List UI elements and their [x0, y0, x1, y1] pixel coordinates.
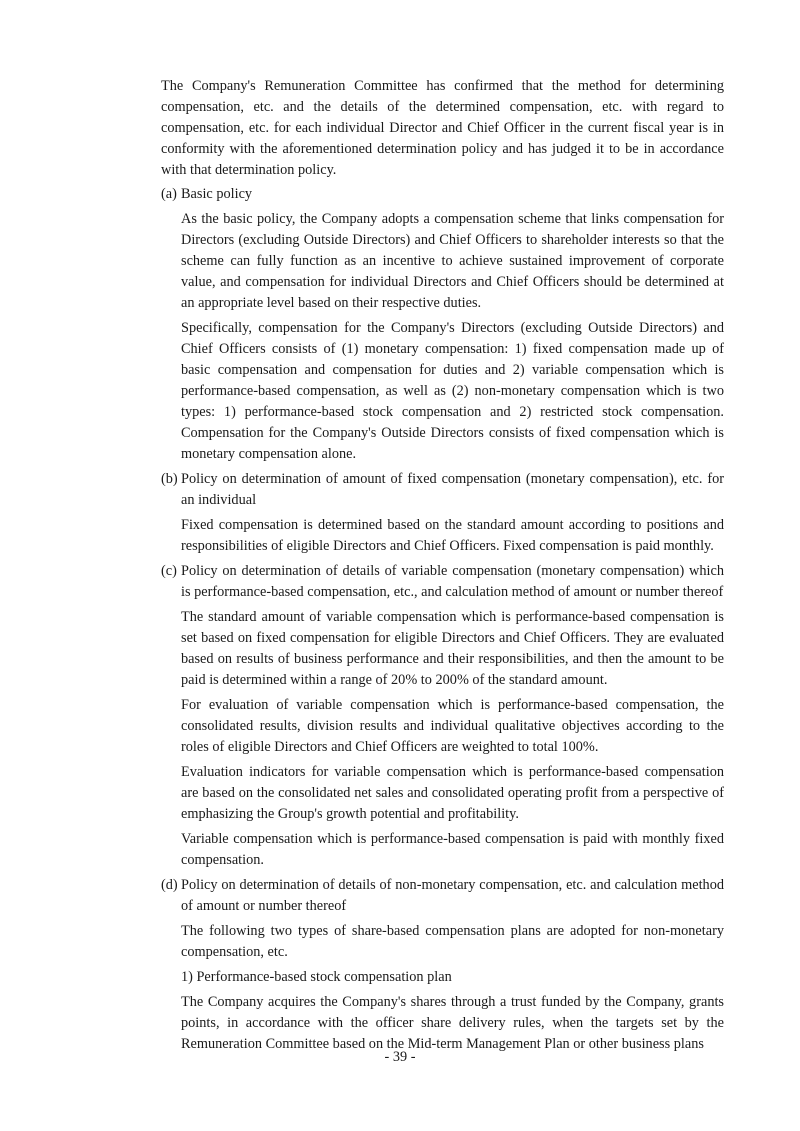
- section-d-heading: [161, 875, 724, 917]
- section-d: [161, 875, 724, 1055]
- section-a-heading: [161, 184, 724, 205]
- section-d-marker: (d): [161, 877, 178, 893]
- section-c-body: [181, 607, 724, 871]
- section-d-body: [181, 921, 724, 1055]
- section-b-paragraph: Fixed compensation is determined based on the standard amount according to positions and responsibilities of eligible Directors and Chief Officers. Fixed compensation is paid monthly.: [181, 517, 724, 554]
- section-b-marker: (b): [161, 471, 178, 487]
- section-b-title: Policy on determination of amount of fixed compensation (monetary compensation), etc. for an individual: [181, 471, 724, 508]
- section-a-marker: (a): [161, 186, 177, 202]
- document-page: [161, 76, 724, 1059]
- intro-paragraph: The Company's Remuneration Committee has confirmed that the method for determining compensation, etc. and the details of the determined compensation, etc. with regard to compensation, etc. for each individual Director and Chief Officer in the current fiscal year is in conformity with the aforementioned determination policy and has judged it to be in accordance with that determination policy.: [161, 78, 724, 178]
- section-b-body: [181, 515, 724, 557]
- section-d-paragraph: The following two types of share-based compensation plans are adopted for non-monetary compensation, etc.: [181, 923, 724, 960]
- section-a-paragraph: Specifically, compensation for the Company's Directors (excluding Outside Directors) and Chief Officers consists of (1) monetary compensation: 1) fixed compensation made up of basic compensation and compensation for duties and 2) variable compensation which is performance-based compensation, as well as (2) non-monetary compensation which is two types: 1) performance-based stock compensation and 2) restricted stock compensation. Compensation for the Company's Outside Directors consists of fixed compensation which is monetary compensation alone.: [181, 320, 724, 462]
- section-a-title: Basic policy: [181, 186, 253, 202]
- section-c-paragraph: For evaluation of variable compensation which is performance-based compensation, the consolidated results, division results and individual qualitative objectives according to the roles of eligible Directors and Chief Officers are weighted to total 100%.: [181, 697, 724, 755]
- section-d-paragraph: The Company acquires the Company's shares through a trust funded by the Company, grants points, in accordance with the officer share delivery rules, when the targets set by the Remuneration Committee based on the Mid-term Management Plan or other business plans: [181, 994, 724, 1052]
- section-c: [161, 561, 724, 871]
- section-d-subheading: 1) Performance-based stock compensation plan: [181, 969, 452, 985]
- section-b: [161, 469, 724, 557]
- section-c-paragraph: Variable compensation which is performance-based compensation is paid with monthly fixed compensation.: [181, 831, 724, 868]
- section-c-marker: (c): [161, 563, 177, 579]
- section-a: [161, 184, 724, 465]
- page-number: - 39 -: [384, 1049, 416, 1065]
- section-b-heading: [161, 469, 724, 511]
- section-a-body: [181, 209, 724, 465]
- section-c-title: Policy on determination of details of variable compensation (monetary compensation) which is performance-based compensation, etc., and calculation method of amount or number thereof: [181, 563, 724, 600]
- section-c-paragraph: The standard amount of variable compensation which is performance-based compensation is set based on fixed compensation for eligible Directors and Chief Officers. They are evaluated based on results of business performance and their responsibilities, and then the amount to be paid is determined within a range of 20% to 200% of the standard amount.: [181, 609, 724, 688]
- section-d-title: Policy on determination of details of non-monetary compensation, etc. and calculation method of amount or number thereof: [181, 877, 724, 914]
- section-c-heading: [161, 561, 724, 603]
- section-c-paragraph: Evaluation indicators for variable compensation which is performance-based compensation are based on the consolidated net sales and consolidated operating profit from a perspective of emphasizing the Group's growth potential and profitability.: [181, 764, 724, 822]
- section-a-paragraph: As the basic policy, the Company adopts a compensation scheme that links compensation for Directors (excluding Outside Directors) and Chief Officers to shareholder interests so that the scheme can fully function as an incentive to achieve sustained improvement of corporate value, and compensation for individual Directors and Chief Officers should be determined at an appropriate level based on their respective duties.: [181, 211, 724, 311]
